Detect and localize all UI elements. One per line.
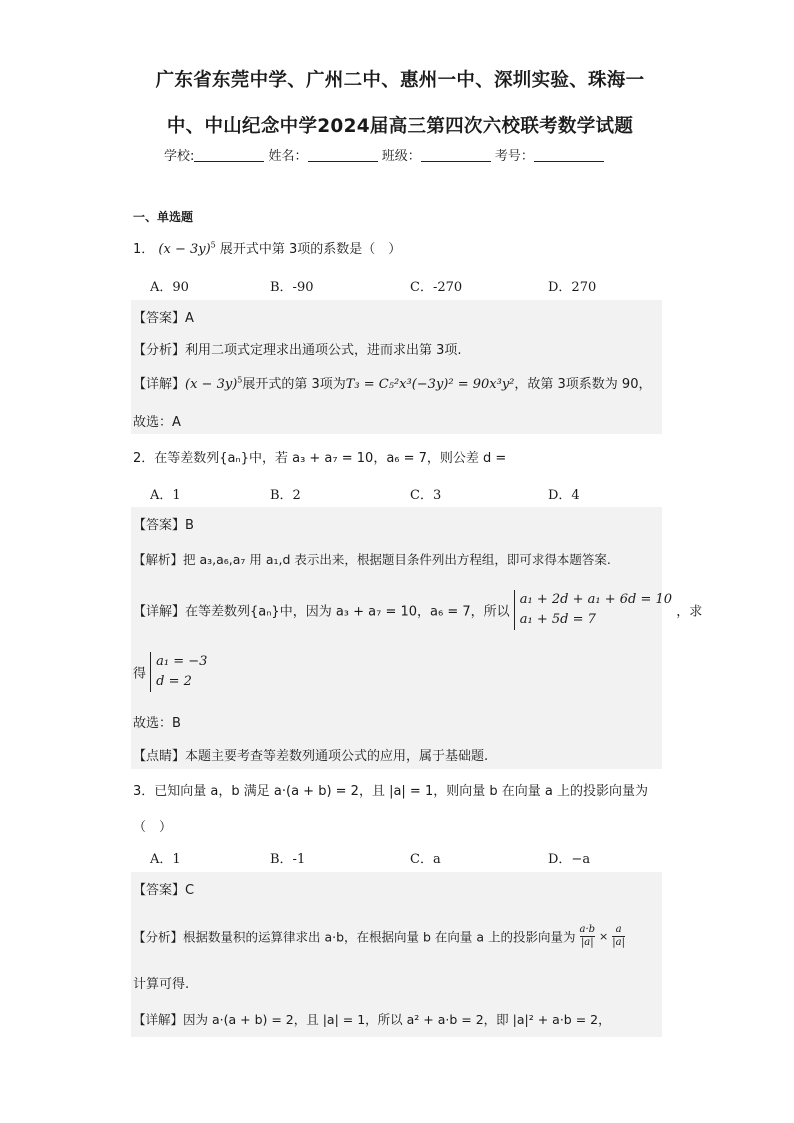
q2-solution-d: d = 2 <box>156 674 192 689</box>
q2-option-a: A．1 <box>150 488 181 503</box>
exam-no-label: 考号： <box>494 149 534 164</box>
question-1-exponent: 5 <box>210 240 216 250</box>
class-blank <box>421 149 491 162</box>
exam-title-line-2: 中、中山纪念中学2024届高三第四次六校联考数学试题 <box>166 116 634 137</box>
q1-detail-formula: T₃ = C₅²x³(−3y)² = 90x³y² <box>345 377 515 392</box>
q1-answer: 【答案】A <box>133 311 194 326</box>
q2-choose: 故选：B <box>133 716 181 731</box>
q1-option-b: B．-90 <box>270 280 314 295</box>
question-3-text: 已知向量 a，b 满足 a·(a + b) = 2，且 |a| = 1，则向量 b 在向量 a 上的投影向量为 <box>154 784 648 799</box>
q2-option-d: D．4 <box>548 488 580 503</box>
q2-solution <box>133 652 207 692</box>
exam-no-blank <box>534 149 604 162</box>
q1-detail <box>133 373 651 392</box>
question-2-stem <box>133 447 506 466</box>
q2-solution-panel <box>131 507 662 769</box>
section-heading: 一、单选题 <box>133 210 194 224</box>
q2-analysis: 【解析】把 a₃,a₆,a₇ 用 a₁,d 表示出来，根据题目条件列出方程组，即可求得本题答案. <box>133 552 611 567</box>
q2-option-b: B．2 <box>270 488 301 503</box>
q1-choose: 故选：A <box>133 415 181 430</box>
q1-analysis: 【分析】利用二项式定理求出通项公式，进而求出第 3项. <box>133 343 462 358</box>
q2-answer: 【答案】B <box>133 518 194 533</box>
q3-analysis-text: 【分析】根据数量积的运算律求出 a·b，在根据向量 b 在向量 a 上的投影向量为 <box>133 929 576 945</box>
question-1-expression: (x − 3y) <box>158 242 211 257</box>
question-1-number: 1． <box>133 242 155 257</box>
q2-detail <box>133 590 702 630</box>
q1-solution-panel <box>131 300 662 434</box>
q2-solution-system <box>150 652 207 692</box>
q3-analysis <box>133 924 625 949</box>
q3-fraction-2-denominator: |a| <box>612 937 625 948</box>
q3-projection-fraction-2 <box>612 924 625 949</box>
q1-option-c: C．-270 <box>410 280 463 295</box>
q3-analysis-end: 计算可得. <box>133 977 190 992</box>
question-1-text: 展开式中第 3项的系数是（ ） <box>219 242 402 257</box>
q3-detail: 【详解】因为 a·(a + b) = 2，且 |a| = 1，所以 a² + a·b = 2，即 |a|² + a·b = 2， <box>133 1012 611 1027</box>
question-1-stem <box>133 238 401 257</box>
student-info-row <box>164 145 604 164</box>
q1-option-d: D．270 <box>548 280 597 295</box>
q3-times-sign: × <box>599 930 609 943</box>
question-3-paren: （ ） <box>133 820 173 835</box>
q2-obtain-label: 得 <box>133 666 147 682</box>
q1-detail-label: 【详解】 <box>133 377 186 392</box>
exam-title-line-1: 广东省东莞中学、广州二中、惠州一中、深圳实验、珠海一 <box>155 70 645 91</box>
q3-answer: 【答案】C <box>133 883 195 898</box>
name-label: 姓名： <box>268 149 308 164</box>
q2-equation-1: a₁ + 2d + a₁ + 6d = 10 <box>519 592 673 607</box>
q3-fraction-1-numerator: a·b <box>579 924 596 935</box>
q3-projection-fraction-1 <box>580 924 596 949</box>
q3-option-d: D．−a <box>548 852 591 867</box>
q1-detail-expression: (x − 3y) <box>185 377 238 392</box>
question-2-text: 在等差数列{aₙ}中，若 a₃ + a₇ = 10，a₆ = 7，则公差 d = <box>154 451 507 466</box>
q1-detail-exponent: 5 <box>237 375 243 385</box>
q3-fraction-2-numerator: a <box>612 924 625 937</box>
q2-comment: 【点睛】本题主要考查等差数列通项公式的应用，属于基础题. <box>133 749 489 764</box>
q1-detail-mid: 展开式的第 3项为 <box>242 377 346 392</box>
school-label: 学校: <box>164 149 195 164</box>
q1-option-a: A．90 <box>150 280 189 295</box>
q2-equation-2: a₁ + 5d = 7 <box>519 612 596 627</box>
school-blank <box>194 149 264 162</box>
q2-equation-system <box>514 590 672 630</box>
name-blank <box>308 149 378 162</box>
q2-solution-a1: a₁ = −3 <box>156 654 208 669</box>
question-2-number: 2． <box>133 451 155 466</box>
q1-detail-end: ，故第 3项系数为 90， <box>514 377 652 392</box>
q3-option-a: A．1 <box>150 852 181 867</box>
question-3-stem <box>133 780 648 799</box>
q3-option-c: C．a <box>410 852 441 867</box>
q3-fraction-1-denominator: |a| <box>580 937 594 948</box>
q2-detail-text: 【详解】在等差数列{aₙ}中，因为 a₃ + a₇ = 10，a₆ = 7，所以 <box>133 604 510 620</box>
q2-detail-end: ，求 <box>676 604 703 620</box>
q2-option-c: C．3 <box>410 488 442 503</box>
q3-option-b: B．-1 <box>270 852 306 867</box>
question-3-number: 3． <box>133 784 155 799</box>
class-label: 班级： <box>381 149 421 164</box>
